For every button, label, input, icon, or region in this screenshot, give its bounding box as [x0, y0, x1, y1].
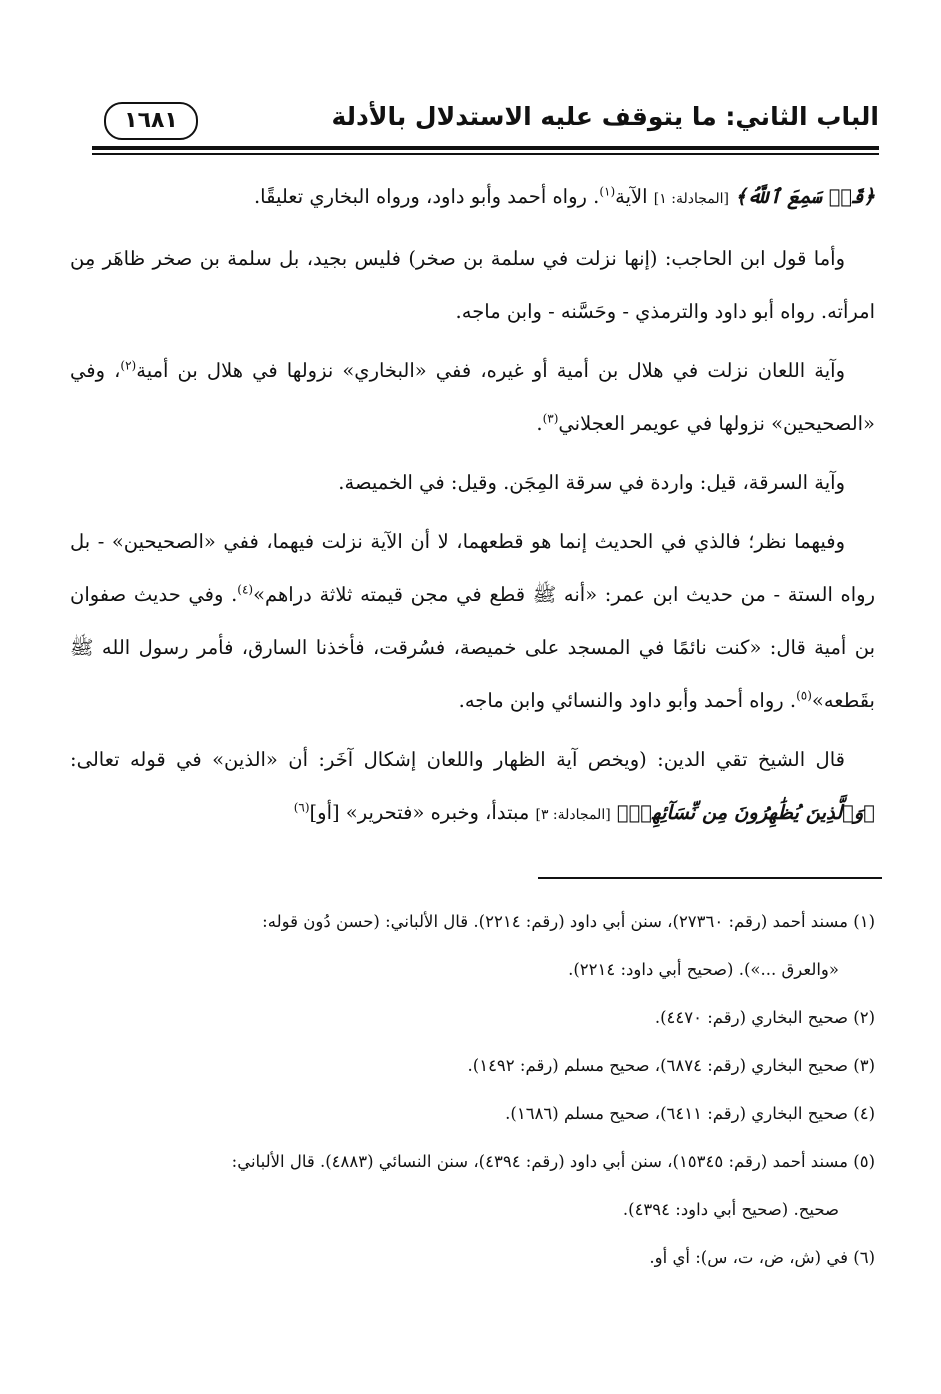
footnote-marker: (٦) [293, 800, 310, 815]
footnote-marker: (١) [599, 184, 616, 199]
paragraph-3 [70, 344, 875, 450]
footnote-1-continuation: «والعرق ...»). (صحيح أبي داود: ٢٢١٤). [568, 960, 839, 979]
footnote-1: (١) مسند أحمد (رقم: ٢٧٣٦٠)، سنن أبي داود (رقم: ٢٢١٤). قال الألباني: (حسن دُون قوله: [262, 912, 875, 931]
footnote-5-continuation: صحيح. (صحيح أبي داود: ٤٣٩٤). [622, 1200, 839, 1219]
verse-reference: [المجادلة: ١] [653, 191, 729, 207]
page-header [92, 96, 879, 148]
paragraph-4 [70, 456, 875, 509]
paragraph-text: . رواه أحمد وأبو داود، ورواه البخاري تعليقًا. [253, 185, 600, 208]
footnote-marker: (٣) [542, 411, 559, 426]
paragraph-text: وآية اللعان نزلت في هلال بن أمية أو غيره، ففي «البخاري» نزولها في هلال بن أمية [136, 359, 846, 382]
header-rule-thin [92, 153, 879, 155]
page-number: ١٦٨١ [104, 102, 198, 140]
running-title: الباب الثاني: ما يتوقف عليه الاستدلال بالأدلة [331, 102, 879, 131]
paragraph-text: وآية السرقة، قيل: واردة في سرقة المِجَن. وقيل: في الخميصة. [338, 471, 845, 494]
footnote-marker: (٢) [120, 358, 137, 373]
paragraph-6 [70, 733, 875, 842]
paragraph-5 [70, 515, 875, 727]
footnote-marker: (٤) [237, 582, 254, 597]
paragraph-2 [70, 232, 875, 338]
paragraph-text: وفيهما نظر؛ فالذي في الحديث إنما هو قطعهما، لا أن الآية نزلت فيهما، ففي «الصحيحين» - بل رواه الستة - من حديث ابن عمر: «أنه ﷺ قطع في مجن قيمته ثلاثة دراهم» [70, 530, 875, 606]
quran-verse: ﴿قَدۡ سَمِعَ ٱللَّهُ﴾ [735, 185, 875, 208]
paragraph-text: وأما قول ابن الحاجب: (إنها نزلت في سلمة بن صخر) فليس بجيد، بل سلمة بن صخر ظاهَر مِن امرأته. رواه أبو داود والترمذي - وحَسَّنه - وابن ماجه. [70, 247, 875, 323]
paragraph-text: ، وفي «الصحيحين» نزولها في عويمر العجلاني [70, 359, 875, 435]
verse-reference: [المجادلة: ٣] [535, 807, 611, 823]
footnote-6: (٦) في (ش، ض، ت، س): أي أو. [649, 1248, 875, 1267]
paragraph-text: قال الشيخ تقي الدين: (ويخص آية الظهار واللعان إشكال آخَر: أن «الذين» في قوله تعالى: [70, 748, 845, 771]
quran-verse: ﴿وَٱلَّذِينَ يُظَٰهِرُونَ مِن نِّسَآئِهِمۡ﴾ [616, 801, 875, 824]
footnote-4: (٤) صحيح البخاري (رقم: ٦٤١١)، صحيح مسلم (١٦٨٦). [505, 1104, 875, 1123]
footnote-marker: (٥) [796, 688, 812, 703]
paragraph-text: . [536, 412, 543, 435]
footnote-5: (٥) مسند أحمد (رقم: ١٥٣٤٥)، سنن أبي داود (رقم: ٤٣٩٤)، سنن النسائي (٤٨٨٣). قال الألباني: [231, 1152, 875, 1171]
main-text [70, 170, 875, 848]
paragraph-1 [70, 170, 875, 226]
footnote-2: (٢) صحيح البخاري (رقم: ٤٤٧٠). [654, 1008, 875, 1027]
footnote-separator [538, 877, 882, 879]
paragraph-text: الآية [615, 185, 648, 208]
footnotes [66, 898, 875, 1282]
header-rule-thick [92, 146, 879, 150]
paragraph-text: مبتدأ، وخبره «فتحرير» [أو] [309, 801, 536, 824]
paragraph-text: . وفي حديث صفوان بن أمية قال: «كنت نائمًا في المسجد على خميصة، فسُرقت، فأخذنا السارق، فأمر رسول الله ﷺ بقَطعه» [70, 583, 875, 712]
footnote-3: (٣) صحيح البخاري (رقم: ٦٨٧٤)، صحيح مسلم (رقم: ١٤٩٢). [467, 1056, 875, 1075]
paragraph-text: . رواه أحمد وأبو داود والنسائي وابن ماجه. [458, 689, 797, 712]
